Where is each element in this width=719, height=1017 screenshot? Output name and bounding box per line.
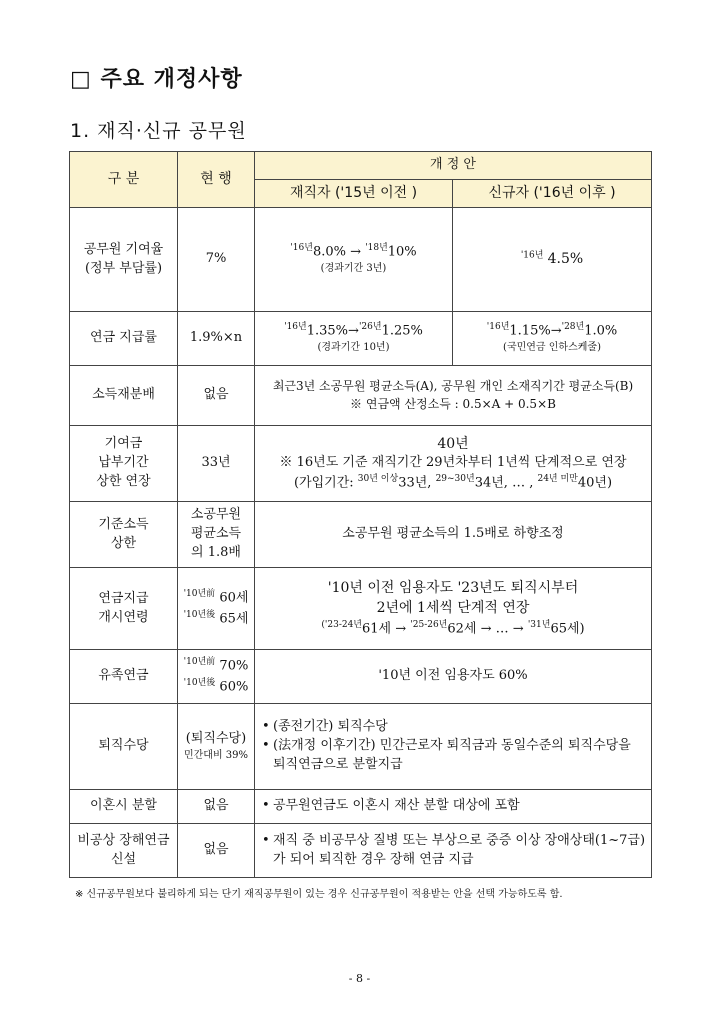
label-line: 상한 연장 <box>96 473 151 489</box>
value: 60% <box>219 678 249 694</box>
label-line: 신설 <box>110 851 137 867</box>
list-item: • 공무원연금도 이혼시 재산 분할 대상에 포함 <box>273 797 647 816</box>
header-reform: 개 정 안 <box>255 152 652 180</box>
new-value <box>453 208 652 312</box>
year-tag: '10년前 <box>183 589 216 600</box>
label-line: 공무원 기여율 <box>83 241 164 257</box>
label-line: 기준소득 <box>98 516 149 532</box>
year-tag: 24년 미만 <box>537 473 578 484</box>
year-tag: '10년前 <box>183 657 216 668</box>
new-value <box>453 312 652 366</box>
note: (경과기간 3년) <box>320 263 387 275</box>
value: 65세 <box>219 610 249 626</box>
text: 40년) <box>577 475 613 491</box>
label-line: 비공상 장해연금 <box>77 832 170 848</box>
table-row <box>70 426 652 502</box>
year-tag: '18년 <box>365 243 388 254</box>
text-line <box>259 473 647 493</box>
current-value: 1.9%×n <box>178 312 255 366</box>
label-line: 납부기간 <box>98 455 149 471</box>
text-line: 소공무원 <box>190 507 242 523</box>
reform-value <box>255 568 652 650</box>
current-value: 33년 <box>178 426 255 502</box>
year-tag: '26년 <box>358 322 382 333</box>
header-existing: 재직자 ('15년 이전 ) <box>255 180 453 208</box>
row-label: 연금 지급률 <box>70 312 178 366</box>
table-row <box>70 568 652 650</box>
current-value: 없음 <box>178 790 255 824</box>
header-category: 구 분 <box>70 152 178 208</box>
text: 33년, <box>398 475 432 491</box>
text-line: '10년 이전 임용자도 '23년도 퇴직시부터 <box>327 580 579 597</box>
year-tag: ('23-24년 <box>321 619 362 630</box>
reform-value: 소공무원 평균소득의 1.5배로 하향조정 <box>255 502 652 568</box>
year-tag: '10년後 <box>183 609 216 620</box>
row-label: 유족연금 <box>70 650 178 704</box>
reform-value <box>255 426 652 502</box>
list-item: • 재직 중 비공무상 질병 또는 부상으로 중증 이상 장애상태(1~7급)가 되어 퇴직한 경우 장해 연금 지급 <box>273 832 647 870</box>
text-line: 최근3년 소공무원 평균소득(A), 공무원 개인 소재직기간 평균소득(B) <box>272 379 634 394</box>
table-row <box>70 704 652 790</box>
table-row <box>70 824 652 878</box>
current-value: 7% <box>178 208 255 312</box>
row-label <box>70 824 178 878</box>
label-line: 연금지급 <box>98 590 149 606</box>
row-label: 퇴직수당 <box>70 704 178 790</box>
label-line: 상한 <box>110 535 137 551</box>
label-line: 기여금 <box>104 436 143 452</box>
label-line: 개시연령 <box>98 609 149 625</box>
value: 1.25% <box>381 323 423 339</box>
note: (경과기간 10년) <box>317 342 390 354</box>
row-label <box>70 568 178 650</box>
table-row <box>70 650 652 704</box>
page-number: - 8 - <box>348 972 371 985</box>
row-label <box>70 502 178 568</box>
text-line: ※ 16년도 기준 재직기간 29년차부터 1년씩 단계적으로 연장 <box>279 455 627 471</box>
text-line: 40년 <box>437 435 469 452</box>
value: 1.15%→ <box>509 323 562 339</box>
text-line: 2년에 1세씩 단계적 연장 <box>376 600 530 617</box>
reform-value <box>255 790 652 824</box>
row-label: 소득재분배 <box>70 366 178 426</box>
current-value <box>178 650 255 704</box>
list-item: • (法개정 이후기간) 민간근로자 퇴직금과 동일수준의 퇴직수당을 퇴직연금으로 분할지급 <box>273 737 647 775</box>
note: (국민연금 인하스케줄) <box>503 342 601 354</box>
list-item: • (종전기간) 퇴직수당 <box>273 718 647 737</box>
section-heading: 1. 재직·신규 공무원 <box>70 120 247 142</box>
year-tag: '16년 <box>486 322 510 333</box>
text-line <box>259 619 647 639</box>
current-value <box>178 502 255 568</box>
value: 61세 → <box>362 621 407 637</box>
year-tag: 30년 이상 <box>357 473 399 484</box>
label-line: (정부 부담률) <box>84 260 163 276</box>
year-tag: '31년 <box>527 619 551 630</box>
text-line: (퇴직수당) <box>185 730 247 746</box>
table-row <box>70 366 652 426</box>
value: 1.35%→ <box>306 323 359 339</box>
current-value: 없음 <box>178 366 255 426</box>
table-row <box>70 208 652 312</box>
table-row <box>70 790 652 824</box>
row-label: 이혼시 분할 <box>70 790 178 824</box>
year-tag: '28년 <box>561 322 585 333</box>
header-new: 신규자 ('16년 이후 ) <box>453 180 652 208</box>
existing-value <box>255 208 453 312</box>
value: 8.0% → <box>312 244 361 260</box>
text-line: 민간대비 39% <box>183 749 249 761</box>
current-value <box>178 704 255 790</box>
row-label <box>70 426 178 502</box>
row-label <box>70 208 178 312</box>
value: 62세 → … → <box>447 621 524 637</box>
reform-value <box>255 366 652 426</box>
existing-value <box>255 312 453 366</box>
value: 4.5% <box>547 251 584 268</box>
value: 70% <box>219 658 249 674</box>
text-line: 의 1.8배 <box>191 544 241 560</box>
year-tag: '10년後 <box>183 677 216 688</box>
year-tag: '25-26년 <box>410 619 448 630</box>
reform-value: '10년 이전 임용자도 60% <box>255 650 652 704</box>
value: 60세 <box>219 590 249 606</box>
text: 34년, … , <box>474 475 534 491</box>
year-tag: '16년 <box>520 250 544 261</box>
year-tag: '16년 <box>284 322 307 333</box>
current-value <box>178 568 255 650</box>
reform-value <box>255 824 652 878</box>
current-value: 없음 <box>178 824 255 878</box>
value: 10% <box>387 244 417 260</box>
footnote: ※ 신규공무원보다 불리하게 되는 단기 재직공무원이 있는 경우 신규공무원이 적용받는 안을 선택 가능하도록 함. <box>75 889 563 900</box>
value: 1.0% <box>584 323 618 339</box>
table-row <box>70 312 652 366</box>
value: 65세) <box>550 621 585 637</box>
reform-table <box>69 151 652 878</box>
year-tag: '16년 <box>290 243 313 254</box>
table-row <box>70 502 652 568</box>
text-line: ※ 연금액 산정소득 : 0.5×A + 0.5×B <box>350 396 556 411</box>
reform-value <box>255 704 652 790</box>
header-current: 현 행 <box>178 152 255 208</box>
year-tag: 29~30년 <box>435 473 475 484</box>
text-line: 평균소득 <box>190 526 242 542</box>
text: (가입기간: <box>293 475 354 491</box>
main-heading: □ 주요 개정사항 <box>70 67 243 92</box>
